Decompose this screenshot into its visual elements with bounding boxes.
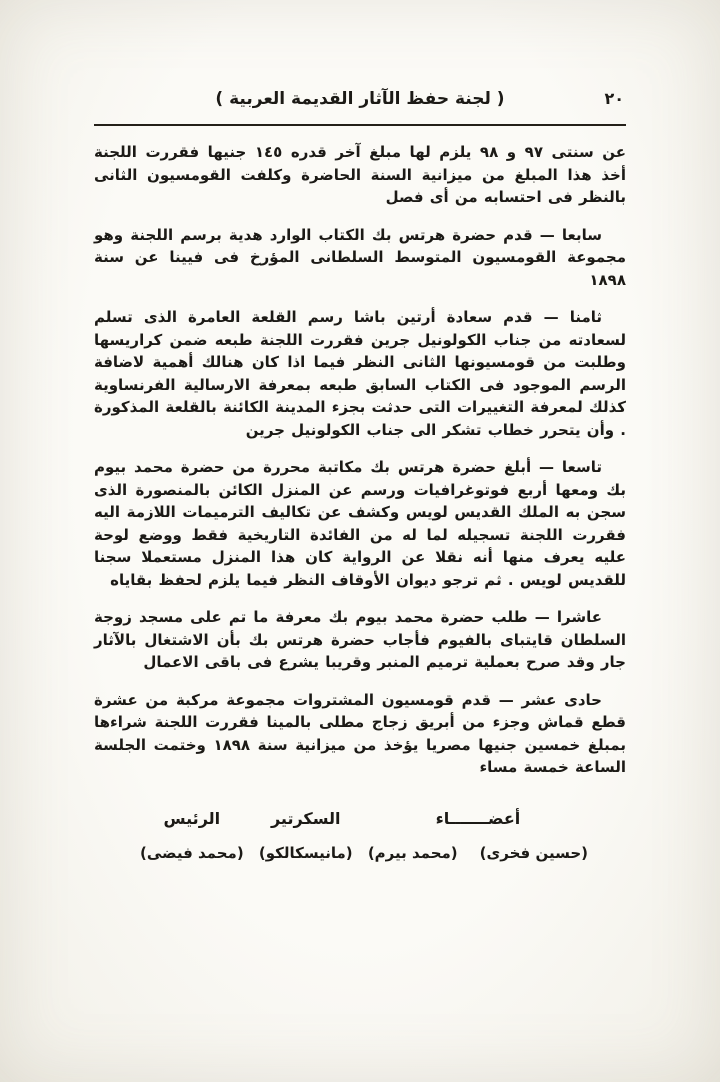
signature-title-members: أعضـــــــاء bbox=[435, 808, 521, 828]
signature-name-secretary: (مانيسكالكو) bbox=[258, 843, 353, 862]
signature-names-members bbox=[368, 844, 588, 862]
signature-name-member-2: (محمد بيرم) bbox=[367, 843, 458, 862]
page-number: ٢٠ bbox=[604, 89, 624, 108]
paragraph-eighth: ثامنا — قدم سعادة أرتين باشا رسم القلعة العامرة الذى تسلم لسعادته من جناب الكولونيل جرين فقررت اللجنة طبعه ضمن كراريسها وطلبت من قومسيونها الثانى النظر فيما اذا كان هنالك أهمية لاضافة الرسم الموجود فى الكتاب السابق طبعه بمعرفة الارسالية الفرنساوية كذلك لمعرفة التغييرات التى حدثت بجزء المدينة الكائنة بالقلعة المذكورة . وأن يتحرر خطاب تشكر الى جناب الكولونيل جرين bbox=[94, 308, 626, 439]
signature-col-secretary bbox=[259, 809, 353, 862]
signature-name-member-1: (حسين فخرى) bbox=[479, 843, 588, 862]
signature-names-president bbox=[140, 844, 244, 862]
paragraph-ninth: تاسعا — أبلغ حضرة هرتس بك مكاتبة محررة من حضرة محمد بيوم بك ومعها أربع فوتوغرافيات ورسم عن المنزل الكائن بالمنصورة الذى سجن به الملك القديس لويس وكشف عن تكاليف الترميمات اللازمة اليه فقررت اللجنة تسجيله لما له من الفائدة التاريخية فقط ووضع لوحة عليه يعرف منها أنه نقلا عن الرواية كان هذا المنزل مستعملا سجنا للقديس لويس . ثم ترجو ديوان الأوقاف النظر فيما يلزم لحفظ بقاياه bbox=[94, 458, 626, 589]
document-body bbox=[94, 141, 626, 779]
page-header bbox=[94, 86, 626, 112]
signature-col-president bbox=[140, 809, 244, 862]
header-rule bbox=[94, 124, 626, 126]
paragraph-eleventh: حادى عشر — قدم قومسيون المشتروات مجموعة مركبة من عشرة قطع قماش وجزء من أبريق زجاج مطلى بالمينا فقررت اللجنة شراءها بمبلغ خمسين جنيها مصريا يؤخذ من ميزانية سنة ١٨٩٨ وختمت الجلسة الساعة خمسة مساء bbox=[94, 690, 626, 776]
paragraph-seventh: سابعا — قدم حضرة هرتس بك الكتاب الوارد هدية برسم اللجنة وهو مجموعة القومسيون المتوسط السلطانى المؤرخ فى فيينا عن سنة ١٨٩٨ bbox=[94, 225, 626, 289]
paragraph-tenth: عاشرا — طلب حضرة محمد بيوم بك معرفة ما تم على مسجد زوجة السلطان قايتباى بالفيوم فأجاب حضرة هرتس بك بأن الاشتغال بالآثار جار وقد صرح بعملية ترميم المنبر وقريبا يشرع فى باقى الاعمال bbox=[94, 608, 626, 671]
signature-title-secretary: السكرتير bbox=[270, 808, 341, 828]
signature-title-president: الرئيس bbox=[163, 808, 221, 828]
page-content bbox=[94, 86, 626, 862]
signature-block bbox=[94, 809, 626, 862]
signature-name-president: (محمد فيضى) bbox=[140, 843, 244, 862]
signature-names-secretary bbox=[259, 844, 353, 862]
page-header-title: ( لجنة حفظ الآثار القديمة العربية ) bbox=[215, 89, 505, 109]
paragraph-continuation: عن سنتى ٩٧ و ٩٨ يلزم لها مبلغ آخر قدره ١٤٥ جنيها فقررت اللجنة أخذ هذا المبلغ من ميزانية السنة الحاضرة وكلفت القومسيون الثانى بالنظر فى احتسابه من أى فصل bbox=[94, 143, 627, 206]
signature-col-members bbox=[368, 809, 588, 862]
